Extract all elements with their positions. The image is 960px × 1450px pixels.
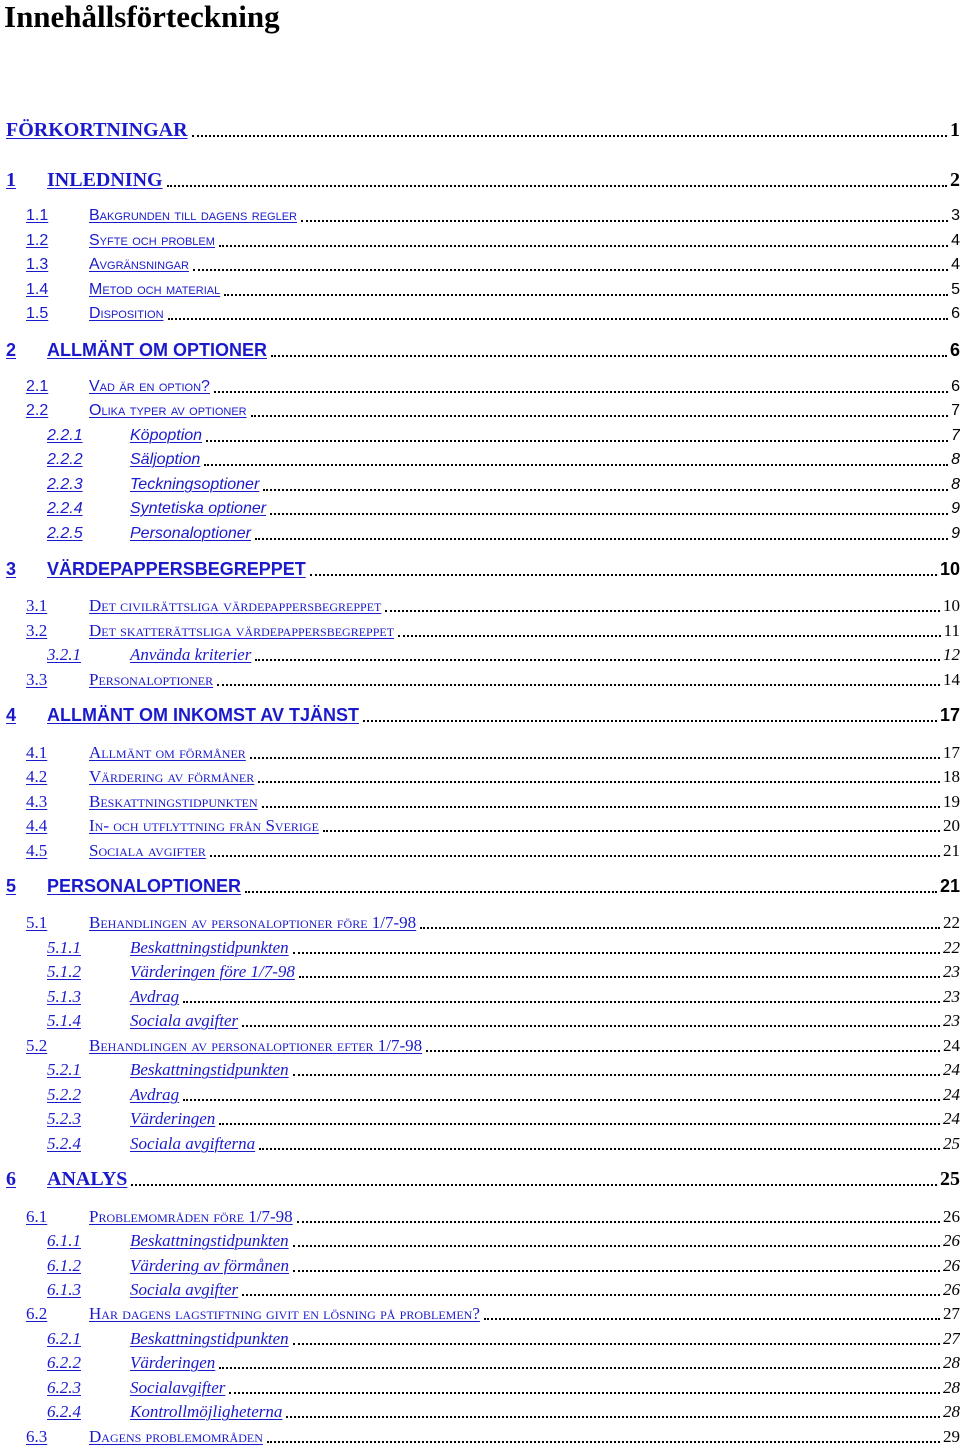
toc-entry[interactable] [0, 740, 960, 764]
dot-leader [131, 1184, 937, 1186]
toc-entry-title: PERSONALOPTIONER [47, 876, 242, 896]
dot-leader [297, 1221, 940, 1223]
toc-entry-title: Värderingen [130, 1353, 216, 1372]
toc-entry-title: Det skatterättsliga värdepappersbegreppet [89, 621, 395, 640]
toc-entry-title: Behandlingen av personaloptioner efter 1/7-98 [89, 1036, 423, 1055]
toc-entry-number: 2.2.4 [47, 500, 83, 517]
toc-entry-page: 26 [940, 1230, 960, 1252]
toc-entry-title: VÄRDEPAPPERSBEGREPPET [47, 559, 306, 579]
dot-leader [263, 489, 948, 491]
dot-leader [299, 976, 940, 978]
toc-entry-number: 6.2.4 [47, 1402, 81, 1421]
toc-entry[interactable] [0, 168, 960, 192]
toc-entry-title: Använda kriterier [130, 645, 252, 664]
toc-entry-number: 1.3 [26, 256, 49, 273]
toc-entry-page: 17 [940, 742, 960, 764]
toc-entry-page: 4 [948, 254, 960, 276]
toc-entry-page: 2 [947, 168, 960, 192]
dot-leader [217, 684, 940, 686]
toc-entry-number: 6 [6, 1168, 16, 1190]
toc-entry-title: Personaloptioner [130, 523, 253, 545]
toc-entry-number: 5.1.1 [47, 938, 81, 957]
toc-entry-page: 8 [948, 474, 960, 496]
toc-entry[interactable] [0, 252, 960, 276]
toc-entry[interactable] [0, 1277, 960, 1301]
dot-leader [267, 1441, 940, 1443]
toc-entry-title: Olika typer av optioner [89, 400, 249, 422]
toc-entry-number: 2.2.3 [47, 476, 83, 493]
toc-entry-page: 27 [940, 1303, 960, 1325]
toc-entry[interactable] [0, 703, 960, 727]
toc-entry-title: Dagens problemområden [89, 1427, 263, 1446]
toc-entry-title: Bakgrunden till dagens regler [89, 205, 299, 227]
toc-entry-number: 4.3 [26, 792, 48, 811]
toc-entry-title: Värderingen före 1/7-98 [130, 962, 295, 981]
dot-leader [363, 720, 937, 722]
toc-entry-page: 6 [948, 376, 960, 398]
toc-entry-title: Teckningsoptioner [130, 474, 261, 496]
toc-entry-title: Avdrag [130, 1085, 180, 1104]
toc-entry-title: ALLMÄNT OM OPTIONER [47, 340, 267, 360]
dot-leader [242, 1294, 940, 1296]
toc-entry-number: 2.1 [26, 378, 49, 395]
toc-entry-title: Sociala avgifter [130, 1280, 239, 1299]
toc-entry-page: 24 [940, 1084, 960, 1106]
toc-entry-number: 5 [6, 876, 17, 896]
toc-entry-title: Sociala avgifterna [130, 1134, 256, 1153]
dot-leader [250, 757, 940, 759]
toc-entry[interactable] [0, 910, 960, 934]
toc-entry-number: 4.4 [26, 816, 48, 835]
dot-leader [286, 1416, 940, 1418]
dot-leader [323, 830, 940, 832]
toc-entry-page: 25 [937, 1167, 960, 1191]
toc-entry[interactable] [0, 374, 960, 398]
toc-entry-number: 5.2.2 [47, 1085, 81, 1104]
toc-entry[interactable] [0, 338, 960, 362]
toc-entry-page: 23 [940, 986, 960, 1008]
toc-entry-page: 9 [948, 523, 960, 545]
dot-leader [245, 891, 937, 893]
toc-entry-title: Vad är en option? [89, 376, 212, 398]
toc-entry[interactable] [0, 1375, 960, 1399]
toc-entry-number: 2 [6, 340, 17, 360]
dot-leader [251, 415, 948, 417]
dot-leader [310, 574, 937, 576]
toc-entry-title: Värdering av förmånen [130, 1256, 289, 1275]
dot-leader [484, 1318, 940, 1320]
toc-entry-number: 2.2.1 [47, 427, 83, 444]
toc-entry[interactable] [0, 1008, 960, 1032]
toc-entry[interactable] [0, 447, 960, 471]
toc-entry-page: 24 [940, 1059, 960, 1081]
toc-entry-page: 18 [940, 766, 960, 788]
toc-entry-page: 28 [940, 1401, 960, 1423]
toc-entry[interactable] [0, 301, 960, 325]
toc-entry-number: 6.1.3 [47, 1280, 81, 1299]
dot-leader [255, 538, 948, 540]
toc-entry-title: Kontrollmöjligheterna [130, 1402, 283, 1421]
toc-entry-page: 8 [948, 449, 960, 471]
toc-entry-number: 5.1.2 [47, 962, 81, 981]
toc-entry-title: INLEDNING [47, 169, 163, 191]
dot-leader [255, 659, 940, 661]
toc-entry-number: 6.2 [26, 1304, 48, 1323]
toc-entry-page: 6 [947, 338, 960, 362]
toc-entry-page: 4 [948, 230, 960, 252]
toc-entry-number: 1.5 [26, 305, 49, 322]
toc-entry-page: 1 [947, 118, 960, 142]
toc-entry-title: Metod och material [89, 279, 222, 301]
toc-entry-number: 5.2.3 [47, 1109, 81, 1128]
toc-entry-page: 17 [937, 703, 960, 727]
dot-leader [420, 927, 940, 929]
toc-entry-page: 14 [940, 669, 960, 691]
toc-entry[interactable] [0, 1106, 960, 1130]
dot-leader [167, 185, 947, 187]
dot-leader [293, 1343, 940, 1345]
dot-leader [293, 1074, 940, 1076]
dot-leader [206, 440, 948, 442]
toc-entry[interactable] [0, 618, 960, 642]
dot-leader [262, 806, 940, 808]
toc-entry-page: 26 [940, 1255, 960, 1277]
toc-entry-title: Värdering av förmåner [89, 767, 255, 786]
toc-entry-number: 6.1.2 [47, 1256, 81, 1275]
toc-entry[interactable] [0, 1167, 960, 1191]
dot-leader [242, 1025, 940, 1027]
toc-entry-page: 20 [940, 815, 960, 837]
toc-entry[interactable] [0, 1326, 960, 1350]
dot-leader [398, 635, 941, 637]
toc-entry[interactable] [0, 1204, 960, 1228]
toc-entry-number: 5.1.3 [47, 987, 81, 1006]
dot-leader [270, 513, 948, 515]
dot-leader [293, 1270, 940, 1272]
toc-entry[interactable] [0, 593, 960, 617]
toc-entry[interactable] [0, 203, 960, 227]
toc-entry-number: 5.2 [26, 1036, 48, 1055]
dot-leader [183, 1099, 940, 1101]
toc-entry-number: 4.2 [26, 767, 48, 786]
toc-entry[interactable] [0, 874, 960, 898]
toc-entry-page: 29 [940, 1426, 960, 1448]
dot-leader [224, 294, 948, 296]
dot-leader [293, 952, 940, 954]
toc-entry[interactable] [0, 984, 960, 1008]
dot-leader [210, 855, 940, 857]
toc-entry-page: 7 [948, 425, 960, 447]
toc-entry-page: 7 [948, 400, 960, 422]
toc-entry[interactable] [0, 1350, 960, 1374]
toc-entry-title: In- och utflyttning från Sverige [89, 816, 319, 835]
toc-entry-number: 2.2 [26, 402, 49, 419]
toc-entry-page: 10 [937, 557, 960, 581]
toc-entry[interactable] [0, 789, 960, 813]
toc-entry[interactable] [0, 1131, 960, 1155]
toc-entry-page: 26 [940, 1206, 960, 1228]
toc-entry[interactable] [0, 1399, 960, 1423]
toc-entry-page: 21 [940, 840, 960, 862]
toc-entry-number: 3 [6, 559, 17, 579]
toc-entry-number: 6.2.1 [47, 1329, 81, 1348]
toc-entry-number: 6.1 [26, 1207, 48, 1226]
toc-entry-title: Beskattningstidpunkten [130, 1329, 289, 1348]
toc-entry-title: Har dagens lagstiftning givit en lösning på problemen? [89, 1304, 480, 1323]
toc-entry[interactable] [0, 1033, 960, 1057]
toc-entry-title: Disposition [89, 303, 166, 325]
toc-entry[interactable] [0, 496, 960, 520]
dot-leader [258, 781, 940, 783]
toc-entry-number: 3.1 [26, 596, 48, 615]
toc-entry-page: 25 [940, 1133, 960, 1155]
toc-entry-number: 1.2 [26, 232, 49, 249]
toc-entry-page: 24 [940, 1108, 960, 1130]
toc-entry-title: FÖRKORTNINGAR [6, 119, 188, 141]
toc-entry-number: 6.2.2 [47, 1353, 81, 1372]
toc-entry[interactable] [0, 1228, 960, 1252]
toc-entry-number: 1 [6, 169, 16, 191]
toc-entry-number: 1.4 [26, 281, 49, 298]
toc-entry-number: 6.3 [26, 1427, 48, 1446]
toc-entry-page: 10 [940, 595, 960, 617]
dot-leader [259, 1148, 940, 1150]
toc-entry[interactable] [0, 642, 960, 666]
toc-entry-number: 3.3 [26, 670, 48, 689]
toc-entry[interactable] [0, 667, 960, 691]
toc-entry-number: 4.1 [26, 743, 48, 762]
dot-leader [183, 1001, 940, 1003]
toc-entry-page: 26 [940, 1279, 960, 1301]
toc-entry-title: Sociala avgifter [89, 841, 206, 860]
toc-entry-title: Problemområden före 1/7-98 [89, 1207, 293, 1226]
toc-entry-title: Beskattningstidpunkten [130, 938, 289, 957]
dot-leader [219, 245, 948, 247]
dot-leader [193, 269, 948, 271]
toc-entry-page: 22 [940, 937, 960, 959]
toc-entry-page: 22 [940, 912, 960, 934]
toc-entry[interactable] [0, 118, 960, 142]
toc-entry-number: 5.2.4 [47, 1134, 81, 1153]
toc-entry-page: 23 [940, 961, 960, 983]
toc-entry-title: Beskattningstidpunkten [130, 1060, 289, 1079]
toc-entry-title: Det civilrättsliga värdepappersbegreppet [89, 596, 382, 615]
dot-leader [204, 464, 948, 466]
toc-entry-title: Beskattningstidpunkten [89, 792, 258, 811]
toc-entry[interactable] [0, 277, 960, 301]
toc-entry[interactable] [0, 1082, 960, 1106]
toc-entry-title: Socialavgifter [130, 1378, 226, 1397]
toc-entry-title: Köpoption [130, 425, 204, 447]
toc-entry-number: 6.2.3 [47, 1378, 81, 1397]
toc-entry[interactable] [0, 472, 960, 496]
dot-leader [214, 391, 948, 393]
toc-entry-number: 5.1.4 [47, 1011, 81, 1030]
dot-leader [168, 318, 948, 320]
toc-entry-page: 24 [940, 1035, 960, 1057]
toc-entry-number: 4.5 [26, 841, 48, 860]
toc-entry-title: Avgränsningar [89, 254, 191, 276]
toc-entry[interactable] [0, 813, 960, 837]
toc-entry-title: ANALYS [47, 1168, 128, 1190]
toc-entry-title: Syfte och problem [89, 230, 217, 252]
toc-entry-title: Säljoption [130, 449, 202, 471]
toc-entry-number: 2.2.5 [47, 525, 83, 542]
toc-entry[interactable] [0, 1301, 960, 1325]
toc-entry-page: 27 [940, 1328, 960, 1350]
toc-entry[interactable] [0, 935, 960, 959]
toc-entry-page: 21 [937, 874, 960, 898]
toc-entry-page: 11 [941, 620, 960, 642]
toc-entry-page: 3 [948, 205, 960, 227]
toc-entry-title: Behandlingen av personaloptioner före 1/7-98 [89, 913, 417, 932]
toc-entry-number: 3.2.1 [47, 645, 81, 664]
toc-entry-number: 4 [6, 705, 17, 725]
toc-entry-page: 5 [948, 279, 960, 301]
toc-entry[interactable] [0, 959, 960, 983]
toc-entry-number: 5.2.1 [47, 1060, 81, 1079]
toc-entry[interactable] [0, 764, 960, 788]
toc-entry-title: Syntetiska optioner [130, 498, 268, 520]
toc-entry-number: 3.2 [26, 621, 48, 640]
toc-entry-number: 5.1 [26, 913, 48, 932]
toc-entry-title: Allmänt om förmåner [89, 743, 246, 762]
dot-leader [293, 1245, 940, 1247]
toc-entry[interactable] [0, 398, 960, 422]
toc-entry[interactable] [0, 1424, 960, 1448]
dot-leader [271, 355, 947, 357]
toc-entry-number: 6.1.1 [47, 1231, 81, 1250]
toc-entry-number: 1.1 [26, 207, 49, 224]
page-title: Innehållsförteckning [4, 0, 280, 34]
toc-entry[interactable] [0, 228, 960, 252]
dot-leader [301, 220, 948, 222]
toc-entry-page: 9 [948, 498, 960, 520]
toc-entry-title: Värderingen [130, 1109, 216, 1128]
toc-entry[interactable] [0, 838, 960, 862]
dot-leader [426, 1050, 940, 1052]
toc-entry[interactable] [0, 557, 960, 581]
toc-entry-page: 28 [940, 1377, 960, 1399]
toc-entry-title: ALLMÄNT OM INKOMST AV TJÄNST [47, 705, 359, 725]
toc-entry-number: 2.2.2 [47, 451, 83, 468]
dot-leader [219, 1367, 940, 1369]
toc-entry[interactable] [0, 521, 960, 545]
toc-entry[interactable] [0, 1057, 960, 1081]
toc-entry[interactable] [0, 1253, 960, 1277]
toc-entry-title: Avdrag [130, 987, 180, 1006]
toc-entry-title: Beskattningstidpunkten [130, 1231, 289, 1250]
toc-entry-page: 12 [940, 644, 960, 666]
dot-leader [385, 610, 940, 612]
toc-entry[interactable] [0, 423, 960, 447]
toc-entry-page: 28 [940, 1352, 960, 1374]
dot-leader [192, 135, 947, 137]
dot-leader [219, 1123, 940, 1125]
dot-leader [229, 1392, 940, 1394]
toc-entry-title: Personaloptioner [89, 670, 214, 689]
toc-entry-page: 19 [940, 791, 960, 813]
toc-entry-page: 23 [940, 1010, 960, 1032]
toc-entry-page: 6 [948, 303, 960, 325]
toc-entry-title: Sociala avgifter [130, 1011, 239, 1030]
